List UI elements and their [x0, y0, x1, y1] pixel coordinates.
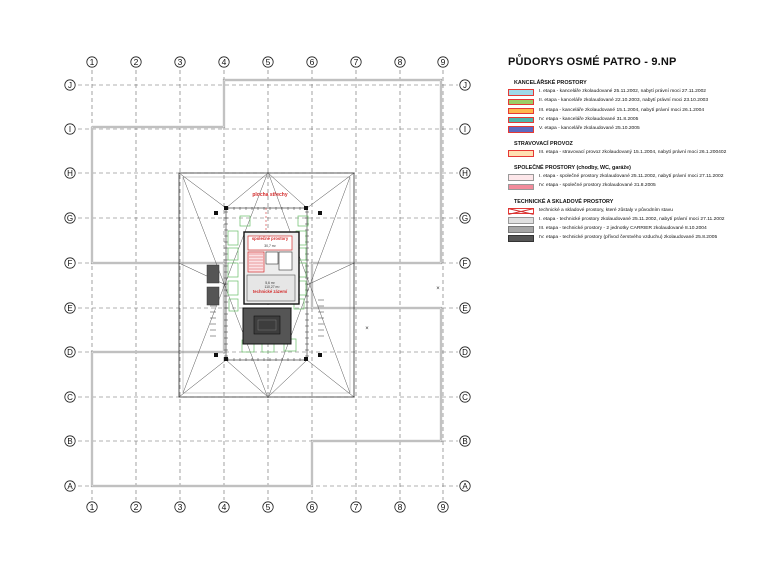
legend-item-label: technické a skladové prostory, které zůstaly v původním stavu — [539, 207, 673, 213]
column-post — [304, 206, 308, 210]
legend-swatch — [508, 184, 534, 191]
roof-ridge-line — [226, 360, 268, 397]
legend-item — [508, 182, 773, 191]
column-post — [318, 211, 322, 215]
grid-column-label: 4 — [221, 57, 227, 68]
hvac-unit — [298, 216, 308, 226]
grid-column-label: 7 — [353, 57, 359, 68]
grid-row-label: J — [68, 81, 72, 91]
grid-row-label: D — [462, 348, 468, 358]
grid-column-label: 6 — [309, 502, 315, 513]
room-label-technical: technické zázemí — [252, 289, 288, 294]
legend-item-label: IV. etapa - společné prostory zkolaudované 31.8.2005 — [539, 183, 656, 189]
roof-ridge-line — [307, 360, 354, 397]
grid-column-label: 1 — [89, 57, 95, 68]
room-label-small_c: 110,27 m² — [264, 285, 280, 289]
legend-item-label: I. etapa - technické prostory zkolaudované 25.11.2002, nabytí právní moci 27.11.2002 — [539, 216, 725, 222]
legend-swatch — [508, 174, 534, 181]
legend-item — [508, 216, 773, 225]
grid-column-label: 8 — [397, 57, 403, 68]
legend-group-title: SPOLEČNÉ PROSTORY (chodby, WC, garáže) — [514, 165, 631, 172]
grid-row-label: I — [68, 125, 72, 135]
service-room — [279, 252, 292, 270]
legend-groups — [508, 80, 773, 243]
legend-item — [508, 125, 773, 134]
legend-swatch — [508, 108, 534, 115]
hvac-unit — [228, 231, 238, 245]
grid-column-label: 2 — [133, 57, 139, 68]
legend-item-label: III. etapa - stravovací provoz zkolaudovaný 15.1.2004, nabytí právní moci 26.1.200402 — [539, 150, 727, 156]
grid-column-label: 2 — [133, 502, 139, 513]
roof-ridge-line — [226, 173, 268, 208]
grid-row-label: I — [463, 125, 467, 135]
roof-ridge-line — [307, 173, 354, 208]
legend-swatch — [508, 99, 534, 106]
grid-row-label: F — [67, 259, 73, 269]
room-label-common: společné prostory — [251, 236, 289, 241]
legend-item — [508, 225, 773, 234]
legend-item-label: I. etapa - kanceláře zkolaudované 25.11.2002, nabytí právní moci 27.11.2002 — [539, 89, 707, 95]
survey-marker: × — [436, 286, 440, 292]
grid-column-label: 9 — [440, 502, 446, 513]
legend-group — [508, 165, 773, 191]
room-label-small_b: 5,6 m² — [265, 281, 275, 285]
room-label-roof: plocha střechy — [252, 192, 288, 198]
grid-column-label: 3 — [177, 502, 183, 513]
legend-swatch — [508, 226, 534, 233]
legend-item — [508, 116, 773, 125]
vent-box — [207, 265, 219, 283]
hvac-unit — [228, 281, 238, 295]
column-post — [224, 206, 228, 210]
legend-item-label: I. etapa - společné prostory zkolaudované 25.11.2002, nabytí právní moci 27.11.2002 — [539, 174, 724, 180]
legend-group-title: TECHNICKÉ A SKLADOVÉ PROSTORY — [514, 198, 614, 205]
grid-row-label: E — [462, 304, 468, 314]
room-label-small_a: 30,7 m² — [264, 244, 276, 248]
grid-column-label: 1 — [89, 502, 95, 513]
grid-row-label: J — [463, 81, 467, 91]
grid-column-label: 3 — [177, 57, 183, 68]
column-post — [214, 353, 218, 357]
survey-marker: × — [365, 326, 369, 332]
legend-item — [508, 234, 773, 243]
legend-item-label: III. etapa - kanceláře zkolaudované 15.1.2004, nabytí právní moci 26.1.2004 — [539, 107, 705, 113]
grid-column-label: 6 — [309, 57, 315, 68]
legend-item-label: V. etapa - kanceláře zkolaudované 25.10.2005 — [539, 125, 640, 131]
legend-group-title: STRAVOVACÍ PROVOZ — [514, 140, 573, 147]
legend-group — [508, 80, 773, 134]
grid-row-label: B — [462, 437, 468, 447]
vent-box — [207, 287, 219, 305]
roof-ridge-line — [179, 173, 226, 208]
legend-swatch — [508, 89, 534, 96]
column-post — [214, 211, 218, 215]
roof-ridge-line — [268, 360, 307, 397]
legend-item-label: IV. etapa - kanceláře zkolaudované 31.8.2005 — [539, 116, 639, 122]
legend-group-title: KANCELÁŘSKÉ PROSTORY — [514, 80, 587, 86]
grid-row-label: G — [461, 214, 469, 224]
legend-swatch — [508, 117, 534, 124]
legend-swatch — [508, 217, 534, 224]
legend-item — [508, 97, 773, 106]
legend-panel — [508, 56, 773, 250]
grid-column-label: 5 — [265, 502, 271, 513]
grid-column-label: 8 — [397, 502, 403, 513]
grid-row-label: H — [462, 169, 468, 179]
grid-row-label: B — [67, 437, 73, 447]
grid-row-label: D — [67, 348, 73, 358]
legend-swatch — [508, 235, 534, 242]
lift-shaft — [266, 252, 278, 264]
legend-item-label: IV. etapa - technické prostory (přívod čerstvého vzduchu) zkolaudované 25.8.2005 — [539, 235, 718, 241]
grid-column-label: 5 — [265, 57, 271, 68]
legend-swatch — [508, 150, 534, 157]
column-post — [318, 353, 322, 357]
grid-row-label: H — [67, 169, 73, 179]
hvac-unit — [228, 263, 238, 277]
grid-row-label: F — [462, 259, 468, 269]
legend-swatch — [508, 126, 534, 133]
legend-item — [508, 149, 773, 158]
legend-item — [508, 173, 773, 182]
grid-row-label: G — [66, 214, 74, 224]
grid-row-label: C — [67, 393, 73, 403]
legend-item-label: III. etapa - technické prostory - 2 jednotky CARRIER zkolaudované 8.10.2004 — [539, 226, 707, 232]
hvac-unit — [229, 299, 238, 311]
grid-row-label: C — [462, 393, 468, 403]
grid-row-label: A — [67, 482, 73, 492]
legend-group — [508, 199, 773, 244]
legend-item — [508, 106, 773, 115]
central-core — [243, 208, 440, 344]
roof-ridge-line — [179, 360, 226, 397]
roof-ridge-line — [268, 173, 307, 208]
column-post — [304, 357, 308, 361]
legend-item — [508, 88, 773, 97]
column-post — [224, 357, 228, 361]
grid-column-label: 9 — [440, 57, 446, 68]
grid-column-label: 7 — [353, 502, 359, 513]
legend-item-label: II. etapa - kanceláře zkolaudované 22.10.2003, nabytí právní moci 23.10.2003 — [539, 98, 709, 104]
grid-column-label: 4 — [221, 502, 227, 513]
legend-item — [508, 207, 773, 216]
legend-swatch — [508, 208, 534, 215]
legend-group — [508, 141, 773, 158]
hvac-unit — [240, 216, 250, 226]
grid-row-label: A — [462, 482, 468, 492]
plan-title: PŮDORYS OSMÉ PATRO - 9.NP — [508, 56, 677, 68]
grid-row-label: E — [67, 304, 73, 314]
